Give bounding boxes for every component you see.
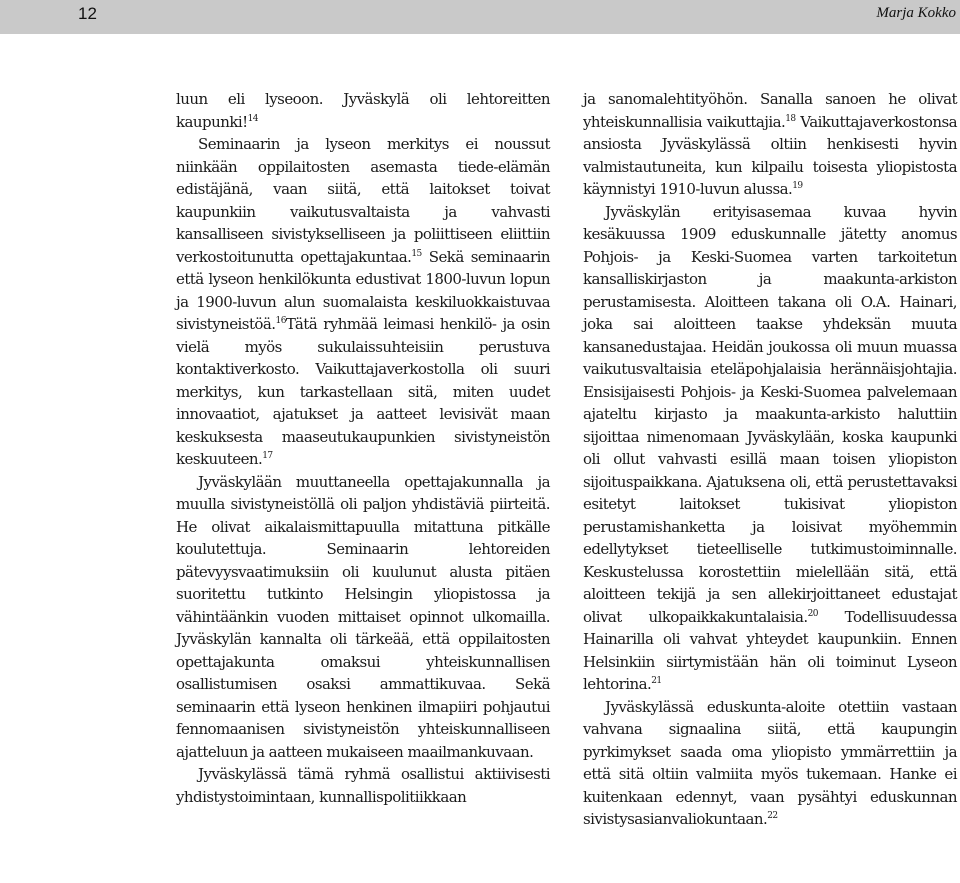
footnote-ref: 19 (792, 181, 803, 191)
paragraph-text: Jyväskylän erityisasemaa kuvaa hyvin kesäkuussa 1909 eduskunnalle jätetty anomus Pohjois- ja Keski-Suomea varten tarkoitetun kansalliskirjaston ja maakunta-arkiston perustamisesta. Aloitteen takana oli O.A. Hainari, joka sai aloitteen taakse yhdeksän muuta kansanedustajaa. Heidän joukossa oli muun muassa vaikutusvaltaisia eteläpohjalaisia herännäisjohtajia. Ensisijaisesti Pohjois- ja Keski-Suomea palvelemaan ajateltu kirjasto ja maakunta-arkisto haluttiin sijoittaa nimenomaan Jyväskylään, koska kaupunki oli ollut vahvasti esillä maan toisen yliopiston sijoituspaikkana. Ajatuksena oli, että perustettavaksi esitetyt laitokset tukisivat yliopiston perustamishanketta ja loisivat myöhemmin edellytykset tieteelliselle tutkimustoiminnalle. Keskustelussa korostettiin mielellään sitä, että aloitteen tekijä ja sen allekirjoittaneet edustajat olivat ulkopaikkakuntalaisia. (583, 202, 957, 626)
footnote-ref: 18 (785, 113, 796, 124)
paragraph (176, 763, 550, 808)
paragraph-text: Vaikuttajaverkostonsa ansiosta Jyväskylässä oltiin henkisesti hyvin valmistautuneita, kun kilpailu toisesta yliopistosta käynnistyi 1910-luvun alussa. (583, 112, 957, 198)
paragraph-text: Jyväskylässä eduskunta-aloite otettiin vastaan vahvana signaalina siitä, että kaupungin pyrkimykset saada oma yliopisto ymmärrettiin ja että sitä oltiin valmiita myös tukemaan. Hanke ei kuitenkaan edennyt, vaan pysähtyi eduskunnan sivistysasianvaliokuntaan. (583, 697, 957, 828)
paragraph-text: Seminaarin ja lyseon merkitys ei noussut niinkään oppilaitosten asemasta tiede-elämän edistäjänä, vaan siitä, että laitokset toivat kaupunkiin vaikutusvaltaista ja vahvasti kansalliseen sivistykselliseen ja poliittiseen eliittiin verkostoitunutta opettajakuntaa. (176, 135, 550, 266)
footnote-ref: 21 (651, 676, 662, 686)
footnote-ref: 20 (807, 608, 818, 619)
running-header (0, 0, 960, 34)
paragraph-text: Sekä seminaarin että lyseon henkilökunta edustivat 1800-luvun lopun ja 1900-luvun alun suomalaista keskiluokkaistuvaa sivistyneistöä. (176, 247, 550, 333)
paragraph-text: Tätä ryhmää leimasi henkilö- ja osin vielä myös sukulaissuhteisiin perustuva kontaktiverkosto. Vaikuttajaverkostolla oli suuri merkitys, kun tarkastellaan sitä, miten uudet innovaatiot, ajatukset ja aatteet levisivät maan keskuksesta maaseutukaupunkien sivistyneistön keskuuteen. (176, 315, 550, 468)
footnote-ref: 15 (411, 248, 422, 259)
paragraph (583, 88, 957, 201)
paragraph-text: Todellisuudessa Hainarilla oli vahvat yhteydet kaupunkiin. Ennen Helsinkiin siirtymistään hän oli toiminut Lyseon lehtorina. (583, 607, 957, 693)
footnote-ref: 14 (247, 113, 258, 124)
page-number: 12 (78, 4, 97, 23)
paragraph (176, 133, 550, 471)
paragraph (176, 88, 550, 133)
paragraph (583, 696, 957, 831)
paragraph (176, 471, 550, 764)
paragraph-text: Jyväskylässä tämä ryhmä osallistui aktiivisesti yhdistystoimintaan, kunnallispolitiikkaan (176, 765, 550, 806)
paragraph-text: Jyväskylään muuttaneella opettajakunnalla ja muulla sivistyneistöllä oli paljon yhdistäviä piirteitä. He olivat aikalaismittapuulla mitattuna pitkälle koulutettuja. Seminaarin lehtoreiden pätevyysvaatimuksiin oli kuulunut alusta pitäen suoritettu tutkinto Helsingin yliopistossa ja vähintäänkin vuoden mittaiset opinnot ulkomailla. Jyväskylän kannalta oli tärkeää, että oppilaitosten opettajakunta omaksui yhteiskunnallisen osallistumisen osaksi ammattikuvaa. Sekä seminaarin että lyseon henkinen ilmapiiri pohjautui fennomaanisen sivistyneistön yhteiskunnalliseen ajatteluun ja aatteen mukaiseen maailmankuvaan. (176, 472, 550, 761)
footnote-ref: 17 (262, 451, 273, 461)
right-column (583, 88, 957, 831)
paragraph (583, 201, 957, 696)
footnote-ref: 22 (767, 811, 778, 821)
footnote-ref: 16 (275, 316, 286, 326)
paragraph-text: luun eli lyseoon. Jyväskylä oli lehtoreitten kaupunki! (176, 90, 550, 131)
left-column (176, 88, 550, 808)
paragraph-text: ja sanomalehtityöhön. Sanalla sanoen he olivat yhteiskunnallisia vaikuttajia. (583, 90, 957, 131)
running-author: Marja Kokko (876, 5, 956, 21)
